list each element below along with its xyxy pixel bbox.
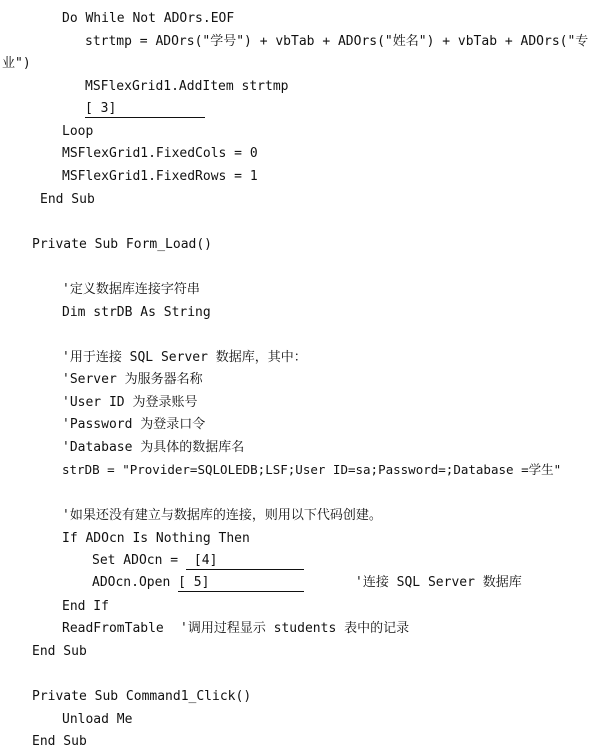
answer-blank-3 xyxy=(85,101,205,118)
code-comment: '连接 SQL Server 数据库 xyxy=(355,575,522,590)
code-line: 业") xyxy=(2,56,31,71)
code-line: strtmp = ADOrs("学号") + vbTab + ADOrs("姓名") + vbTab + ADOrs("专 xyxy=(85,34,589,49)
code-line: Dim strDB As String xyxy=(62,305,211,320)
code-comment: 'Password 为登录口令 xyxy=(62,417,206,432)
code-line: MSFlexGrid1.AddItem strtmp xyxy=(85,79,289,94)
answer-blank-4: [4] xyxy=(186,553,304,570)
code-comment: 'Database 为具体的数据库名 xyxy=(62,440,245,455)
code-comment: 'User ID 为登录账号 xyxy=(62,395,198,410)
code-comment: 'Server 为服务器名称 xyxy=(62,372,203,387)
answer-blank-5: [ 5] xyxy=(178,575,304,592)
code-line: Loop xyxy=(62,124,94,139)
code-text: ADOcn.Open xyxy=(92,575,179,590)
code-line: End Sub xyxy=(40,192,95,207)
code-line: Private Sub Command1_Click() xyxy=(32,689,252,704)
code-line: If ADOcn Is Nothing Then xyxy=(62,531,250,546)
code-comment: '调用过程显示 students 表中的记录 xyxy=(180,621,410,636)
code-comment: '定义数据库连接字符串 xyxy=(62,282,200,297)
code-line: End Sub xyxy=(32,644,87,659)
blank-label: [ 3] xyxy=(85,101,205,118)
code-line: strDB = "Provider=SQLOLEDB;LSF;User ID=sa;Password=;Database =学生" xyxy=(62,462,562,477)
code-line xyxy=(92,575,304,592)
code-line: MSFlexGrid1.FixedCols = 0 xyxy=(62,146,258,161)
code-line: ReadFromTable xyxy=(62,621,164,636)
code-line: End If xyxy=(62,599,109,614)
code-text: Set ADOcn = xyxy=(92,553,186,568)
code-line: Unload Me xyxy=(62,712,133,727)
code-line: End Sub xyxy=(32,734,87,749)
code-line xyxy=(92,553,304,570)
code-comment: '用于连接 SQL Server 数据库，其中： xyxy=(62,350,307,365)
code-comment: '如果还没有建立与数据库的连接，则用以下代码创建。 xyxy=(62,508,382,523)
code-line: MSFlexGrid1.FixedRows = 1 xyxy=(62,169,258,184)
code-line: Do While Not ADOrs.EOF xyxy=(62,11,235,26)
code-line: Private Sub Form_Load() xyxy=(32,237,213,252)
